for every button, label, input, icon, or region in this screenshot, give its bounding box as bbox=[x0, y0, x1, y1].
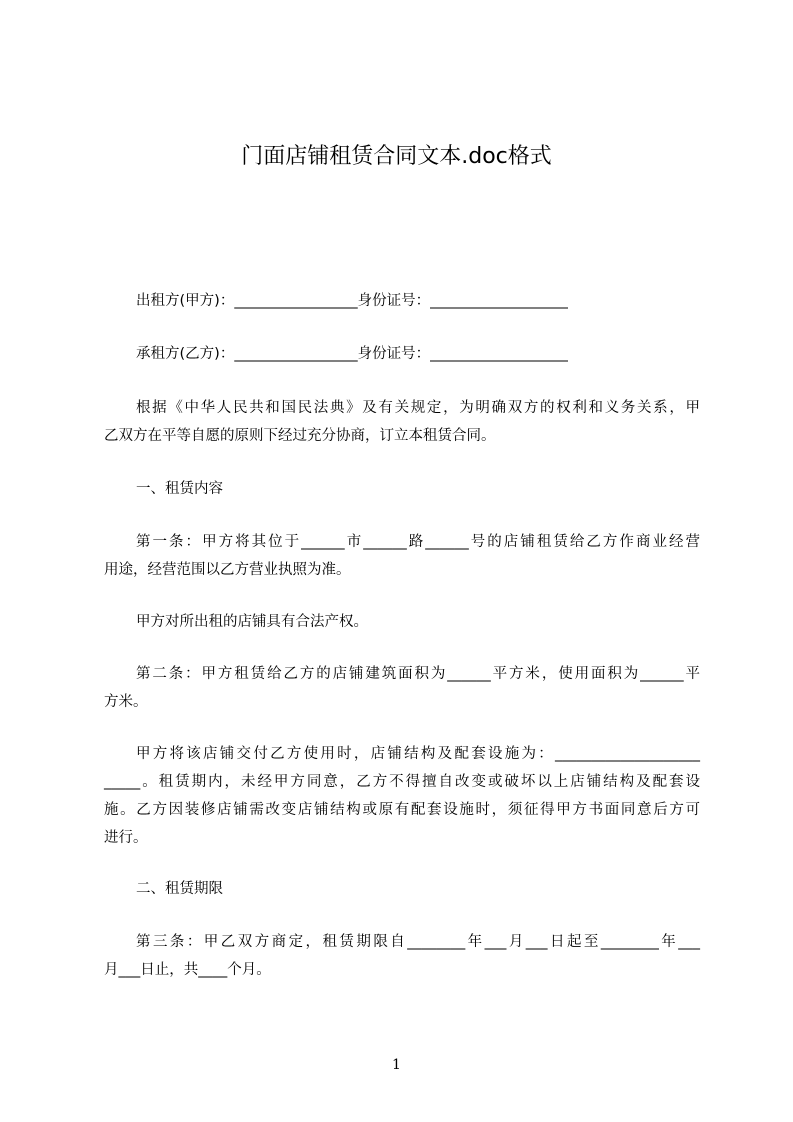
article-3-line-1: 第三条：甲乙双方商定，租赁期限自________年___月___日起至________年___ bbox=[136, 934, 700, 950]
section-heading-lease-term: 二、租赁期限 bbox=[136, 881, 223, 897]
delivery-line-2: _____。租赁期内，未经甲方同意，乙方不得擅自改变或破坏以上店铺结构及配套设 bbox=[104, 774, 700, 790]
article-1-line-1: 第一条：甲方将其位于______市______路______号的店铺租赁给乙方作商业经营 bbox=[136, 534, 700, 550]
section-heading-lease-content: 一、租赁内容 bbox=[136, 481, 223, 497]
intro-line-2: 乙双方在平等自愿的原则下经过充分协商，订立本租赁合同。 bbox=[104, 428, 496, 444]
lessor-line: 出租方(甲方)：_________________身份证号：___________________ bbox=[136, 293, 568, 309]
delivery-line-4: 进行。 bbox=[104, 830, 148, 846]
document-title: 门面店铺租赁合同文本.doc格式 bbox=[241, 144, 552, 169]
article-2-line-1: 第二条：甲方租赁给乙方的店铺建筑面积为______平方米，使用面积为______平 bbox=[136, 666, 700, 682]
page-number: 1 bbox=[392, 1057, 401, 1073]
delivery-line-1: 甲方将该店铺交付乙方使用时，店铺结构及配套设施为：____________________ bbox=[136, 746, 700, 762]
article-2-line-2: 方米。 bbox=[104, 694, 148, 710]
article-3-line-2: 月___日止，共____个月。 bbox=[104, 962, 271, 978]
delivery-line-3: 施。乙方因装修店铺需改变店铺结构或原有配套设施时，须征得甲方书面同意后方可 bbox=[104, 802, 700, 818]
lessee-line: 承租方(乙方)：_________________身份证号：___________________ bbox=[136, 346, 568, 362]
intro-line-1: 根据《中华人民共和国民法典》及有关规定，为明确双方的权利和义务关系，甲 bbox=[136, 400, 700, 416]
article-1-line-2: 用途，经营范围以乙方营业执照为准。 bbox=[104, 562, 351, 578]
ownership-line: 甲方对所出租的店铺具有合法产权。 bbox=[136, 614, 368, 630]
